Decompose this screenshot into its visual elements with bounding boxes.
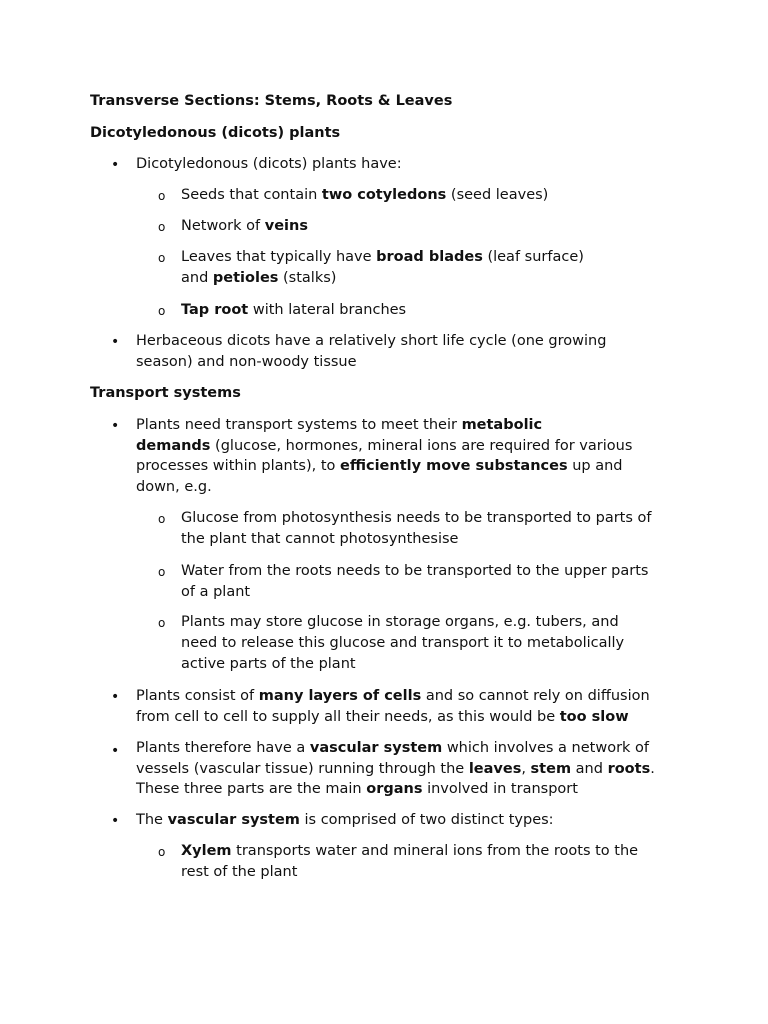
bullet-dicots-have: Dicotyledonous (dicots) plants have: <box>136 156 402 172</box>
bullet-metabolic-line1: Plants need transport systems to meet their metabolic <box>136 417 543 433</box>
bullet-layers-line2: from cell to cell to supply all their needs, as this would be too slow <box>136 709 629 725</box>
sub-item-seeds: Seeds that contain two cotyledons (seed leaves) <box>181 187 549 203</box>
sub-item-veins: Network of veins <box>181 218 308 234</box>
sub-item-glucose-line1: Glucose from photosynthesis needs to be transported to parts of <box>181 510 652 526</box>
bullet-marker: • <box>111 157 120 173</box>
bullet-herbaceous-line2: season) and non-woody tissue <box>136 354 357 370</box>
bullet-marker: • <box>111 743 120 759</box>
bullet-vascular-line3: These three parts are the main organs involved in transport <box>136 781 578 797</box>
section-heading-dicots: Dicotyledonous (dicots) plants <box>90 125 341 141</box>
sub-item-storage-line2: need to release this glucose and transport it to metabolically <box>181 635 625 651</box>
sub-bullet-marker: o <box>158 845 166 859</box>
bullet-two-types: The vascular system is comprised of two distinct types: <box>136 812 554 828</box>
bullet-marker: • <box>111 418 120 434</box>
bullet-layers-line1: Plants consist of many layers of cells and so cannot rely on diffusion <box>136 688 650 704</box>
bullet-metabolic-line4: down, e.g. <box>136 479 212 495</box>
sub-item-water-line1: Water from the roots needs to be transported to the upper parts <box>181 563 649 579</box>
section-heading-transport: Transport systems <box>90 385 241 401</box>
sub-item-xylem-line2: rest of the plant <box>181 864 298 880</box>
document-title: Transverse Sections: Stems, Roots & Leaves <box>90 93 453 109</box>
sub-item-glucose-line2: the plant that cannot photosynthesise <box>181 531 459 547</box>
sub-bullet-marker: o <box>158 189 166 203</box>
bullet-metabolic-line3: processes within plants), to efficiently move substances up and <box>136 458 623 474</box>
sub-bullet-marker: o <box>158 251 166 265</box>
bullet-vascular-line2: vessels (vascular tissue) running through the leaves, stem and roots. <box>136 761 655 777</box>
bullet-vascular-line1: Plants therefore have a vascular system which involves a network of <box>136 740 650 756</box>
sub-bullet-marker: o <box>158 512 166 526</box>
sub-bullet-marker: o <box>158 616 166 630</box>
bullet-marker: • <box>111 813 120 829</box>
bullet-herbaceous-line1: Herbaceous dicots have a relatively short life cycle (one growing <box>136 333 607 349</box>
sub-item-water-line2: of a plant <box>181 584 251 600</box>
sub-item-xylem-line1: Xylem transports water and mineral ions from the roots to the <box>181 843 639 859</box>
sub-bullet-marker: o <box>158 565 166 579</box>
sub-bullet-marker: o <box>158 220 166 234</box>
sub-bullet-marker: o <box>158 304 166 318</box>
bullet-marker: • <box>111 689 120 705</box>
bullet-marker: • <box>111 334 120 350</box>
sub-item-storage-line1: Plants may store glucose in storage organs, e.g. tubers, and <box>181 614 619 630</box>
sub-item-leaves-line1: Leaves that typically have broad blades (leaf surface) <box>181 249 584 265</box>
sub-item-leaves-line2: and petioles (stalks) <box>181 270 337 286</box>
sub-item-storage-line3: active parts of the plant <box>181 656 356 672</box>
bullet-metabolic-line2: demands (glucose, hormones, mineral ions are required for various <box>136 438 633 454</box>
sub-item-tap-root: Tap root with lateral branches <box>181 302 407 318</box>
